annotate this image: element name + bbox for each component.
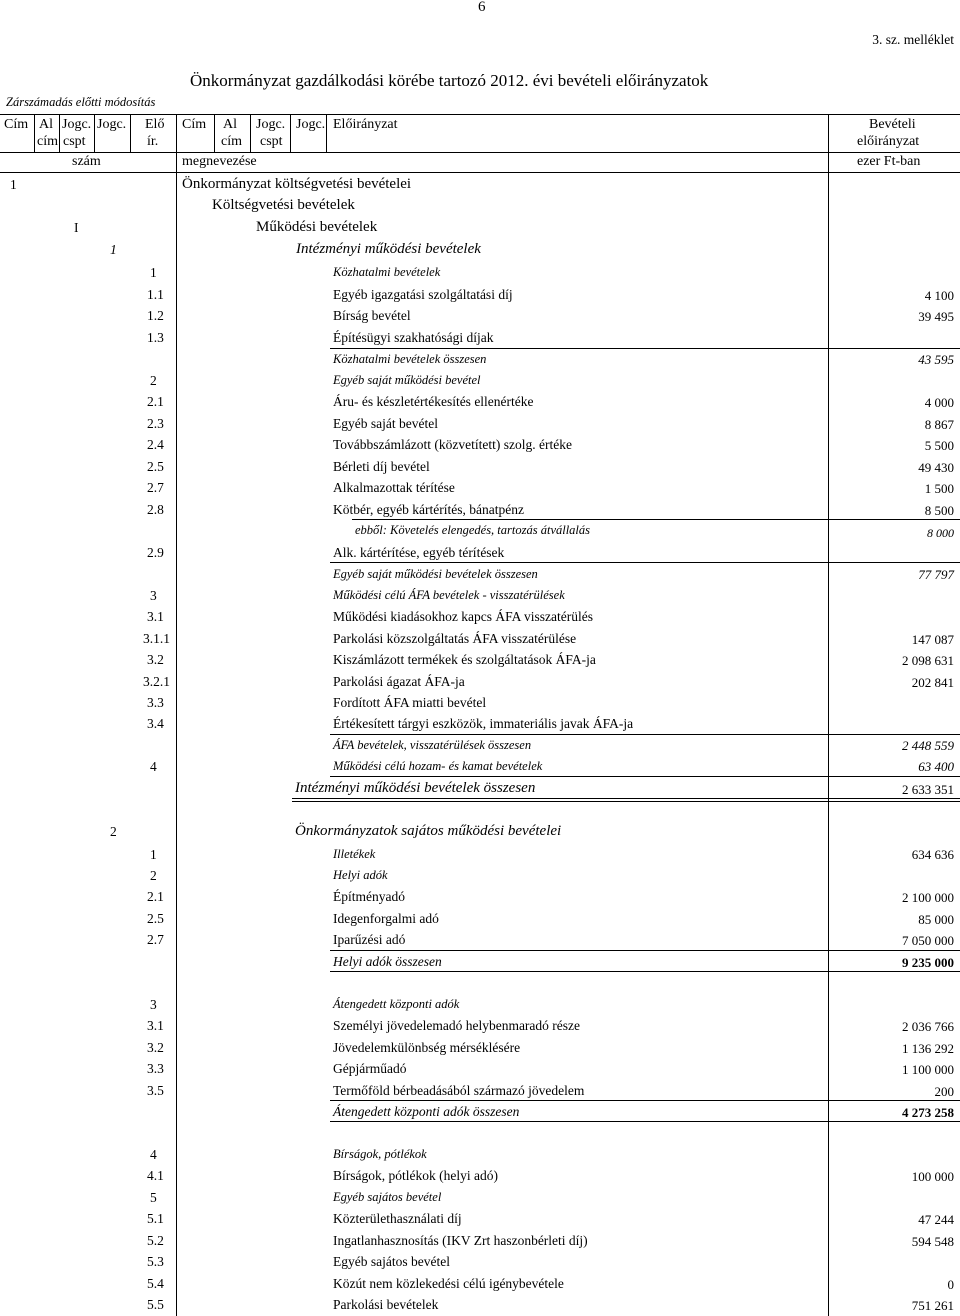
row-code: 3.3 (147, 1061, 164, 1076)
row-code: 3.1 (147, 609, 164, 624)
header-jogc-2: Jogc. (296, 117, 326, 132)
row-value: 39 495 (918, 309, 954, 324)
header-beveteli-1: Bevételi (869, 117, 916, 132)
row-value: 43 595 (918, 352, 954, 367)
row-value: 1 100 000 (902, 1062, 954, 1077)
header-alcim-2: cím (37, 134, 58, 149)
row-value: 200 (934, 1084, 954, 1099)
row-label: Parkolási ágazat ÁFA-ja (333, 674, 465, 689)
row-code: 2.1 (147, 394, 164, 409)
row-label: Kötbér, egyéb kártérítés, bánatpénz (333, 502, 524, 517)
row-value: 7 050 000 (902, 933, 954, 948)
header-alcim-1: Al (39, 117, 53, 132)
row-code: 1.3 (147, 330, 164, 345)
row-code: 2.4 (147, 437, 164, 452)
row-value: 77 797 (918, 567, 954, 582)
row-label: Működési bevételek (256, 219, 378, 235)
row-value: 100 000 (911, 1169, 954, 1184)
header-megnevezese: megnevezése (182, 154, 257, 169)
row-value: 8 500 (924, 503, 954, 518)
row-label: Helyi adók (333, 868, 388, 882)
row-value: 63 400 (918, 759, 954, 774)
header-eloir-1: Elő (145, 117, 165, 132)
header-beveteli-2: előirányzat (857, 134, 920, 149)
page-number: 6 (478, 0, 486, 15)
row-label: Értékesített tárgyi eszközök, immateriális javak ÁFA-ja (333, 716, 634, 731)
row-code: 1 (150, 265, 157, 280)
row-code: 3 (150, 588, 157, 603)
row-value: 47 244 (918, 1212, 954, 1227)
row-value: 202 841 (911, 675, 954, 690)
row-label: Intézményi működési bevételek (296, 241, 481, 257)
row-code: 3.2 (147, 652, 164, 667)
row-code: 3.3 (147, 695, 164, 710)
row-code: 3.2.1 (143, 674, 170, 689)
attachment-label: 3. sz. melléklet (872, 32, 954, 47)
header-szam: szám (72, 154, 101, 169)
row-code: 1.2 (147, 308, 164, 323)
header-cim: Cím (4, 117, 29, 132)
row-label: Áru- és készletértékesítés ellenértéke (333, 394, 534, 409)
row-code: I (74, 220, 79, 235)
row-code: 5.1 (147, 1211, 164, 1226)
row-value: 2 036 766 (902, 1019, 954, 1034)
row-label: Közhatalmi bevételek (333, 265, 441, 279)
row-label: Költségvetési bevételek (212, 197, 355, 213)
row-value: 594 548 (911, 1234, 954, 1249)
row-code: 1.1 (147, 287, 164, 302)
row-value: 751 261 (911, 1298, 954, 1313)
row-label: Bírságok, pótlékok (333, 1147, 427, 1161)
row-code: 5.3 (147, 1254, 164, 1269)
row-code: 1 (110, 242, 117, 257)
row-value: 4 273 258 (902, 1105, 954, 1120)
row-value: 147 087 (911, 632, 954, 647)
row-label: Kiszámlázott termékek és szolgáltatások ÁFA-ja (333, 652, 596, 667)
row-value: 49 430 (918, 460, 954, 475)
row-value: 4 000 (924, 395, 954, 410)
row-label: Működési célú ÁFA bevételek - visszatérülések (333, 588, 565, 602)
row-code: 3.4 (147, 716, 164, 731)
row-label: Alk. kártérítése, egyéb térítések (333, 545, 505, 560)
page-subtitle: Zárszámadás előtti módosítás (6, 95, 156, 109)
row-label: Illetékek (333, 847, 376, 861)
row-code: 4 (150, 759, 157, 774)
row-code: 2 (150, 373, 157, 388)
row-code: 2.8 (147, 502, 164, 517)
row-label: Gépjárműadó (333, 1061, 407, 1076)
row-code: 3.2 (147, 1040, 164, 1055)
row-code: 1 (10, 177, 17, 192)
row-value: 0 (947, 1277, 954, 1292)
row-code: 1 (150, 847, 157, 862)
row-label: Iparűzési adó (333, 932, 406, 947)
row-value: 9 235 000 (902, 955, 954, 970)
row-value: 8 000 (927, 526, 954, 540)
header-eloiranyzat: Előirányzat (333, 117, 398, 132)
row-label: Építésügyi szakhatósági díjak (333, 330, 494, 345)
row-code: 2.1 (147, 889, 164, 904)
row-label: Fordított ÁFA miatti bevétel (333, 695, 487, 710)
row-label: Helyi adók összesen (333, 954, 442, 969)
row-value: 1 136 292 (902, 1041, 954, 1056)
page-title: Önkormányzat gazdálkodási körébe tartozó 2012. évi bevételi előirányzatok (190, 71, 709, 90)
header-jogc-cspt-1: Jogc. (62, 117, 92, 132)
row-code: 4.1 (147, 1168, 164, 1183)
row-code: 2.7 (147, 480, 164, 495)
row-label: Közút nem közlekedési célú igénybevétele (333, 1276, 564, 1291)
row-label: Egyéb saját működési bevétel (333, 373, 481, 387)
row-label: Bírság bevétel (333, 308, 411, 323)
row-code: 2.5 (147, 911, 164, 926)
row-code: 3.1 (147, 1018, 164, 1033)
row-label: Egyéb sajátos bevétel (333, 1190, 442, 1204)
row-label: Egyéb saját bevétel (333, 416, 438, 431)
row-label: Jövedelemkülönbség mérséklésére (333, 1040, 521, 1055)
row-label: Személyi jövedelemadó helybenmaradó része (333, 1018, 581, 1033)
row-label: Egyéb igazgatási szolgáltatási díj (333, 287, 513, 302)
row-code: 4 (150, 1147, 157, 1162)
row-label: ebből: Követelés elengedés, tartozás átvállalás (355, 523, 591, 537)
row-code: 2.5 (147, 459, 164, 474)
row-label: Ingatlanhasznosítás (IKV Zrt haszonbérleti díj) (333, 1233, 588, 1248)
header-jogc-cspt-4: cspt (260, 134, 283, 149)
row-code: 5.4 (147, 1276, 164, 1291)
row-label: Működési célú hozam- és kamat bevételek (333, 759, 543, 773)
row-code: 5.2 (147, 1233, 164, 1248)
row-code: 3.1.1 (143, 631, 170, 646)
row-label: Önkormányzatok sajátos működési bevételei (295, 823, 562, 839)
row-code: 2.3 (147, 416, 164, 431)
row-label: Egyéb saját működési bevételek összesen (333, 567, 538, 581)
row-value: 5 500 (924, 438, 954, 453)
row-value: 4 100 (924, 288, 954, 303)
row-code: 3.5 (147, 1083, 164, 1098)
row-label: Intézményi működési bevételek összesen (295, 780, 536, 796)
row-value: 2 633 351 (902, 782, 954, 797)
row-label: Bírságok, pótlékok (helyi adó) (333, 1168, 498, 1183)
header-jogc-cspt-2: cspt (63, 134, 86, 149)
row-code: 5 (150, 1190, 157, 1205)
row-code: 2 (150, 868, 157, 883)
row-code: 3 (150, 997, 157, 1012)
row-label: Parkolási közszolgáltatás ÁFA visszatérülése (333, 631, 577, 646)
header-jogc-cspt-3: Jogc. (256, 117, 286, 132)
row-value: 2 448 559 (902, 738, 954, 753)
row-label: Közterülethasználati díj (333, 1211, 462, 1226)
row-label: Bérleti díj bevétel (333, 459, 430, 474)
header-cim-2: Cím (182, 117, 207, 132)
row-label: Alkalmazottak térítése (333, 480, 455, 495)
header-alcim-3: Al (223, 117, 237, 132)
row-label: Működési kiadásokhoz kapcs ÁFA visszatérülés (333, 609, 593, 624)
row-code: 2.7 (147, 932, 164, 947)
header-jogc: Jogc. (97, 117, 127, 132)
row-label: Átengedett központi adók (333, 997, 460, 1011)
row-code: 2.9 (147, 545, 164, 560)
row-value: 2 098 631 (902, 653, 954, 668)
row-label: Építményadó (333, 889, 405, 904)
row-label: Parkolási bevételek (333, 1297, 439, 1312)
row-label: Továbbszámlázott (közvetített) szolg. értéke (333, 437, 572, 452)
row-value: 2 100 000 (902, 890, 954, 905)
row-label: Átengedett központi adók összesen (333, 1104, 520, 1119)
row-value: 634 636 (911, 847, 954, 862)
header-alcim-4: cím (221, 134, 242, 149)
row-label: Közhatalmi bevételek összesen (333, 352, 487, 366)
row-value: 1 500 (924, 481, 954, 496)
row-value: 85 000 (918, 912, 954, 927)
row-code: 5.5 (147, 1297, 164, 1312)
row-label: ÁFA bevételek, visszatérülések összesen (333, 738, 532, 752)
header-eloir-2: ír. (147, 134, 159, 149)
header-ezer-ft: ezer Ft-ban (857, 154, 921, 169)
row-code: 2 (110, 824, 117, 839)
row-label: Önkormányzat költségvetési bevételei (182, 176, 412, 192)
row-value: 8 867 (924, 417, 954, 432)
row-label: Termőföld bérbeadásából származó jövedelem (333, 1083, 585, 1098)
row-label: Idegenforgalmi adó (333, 911, 439, 926)
row-label: Egyéb sajátos bevétel (333, 1254, 450, 1269)
